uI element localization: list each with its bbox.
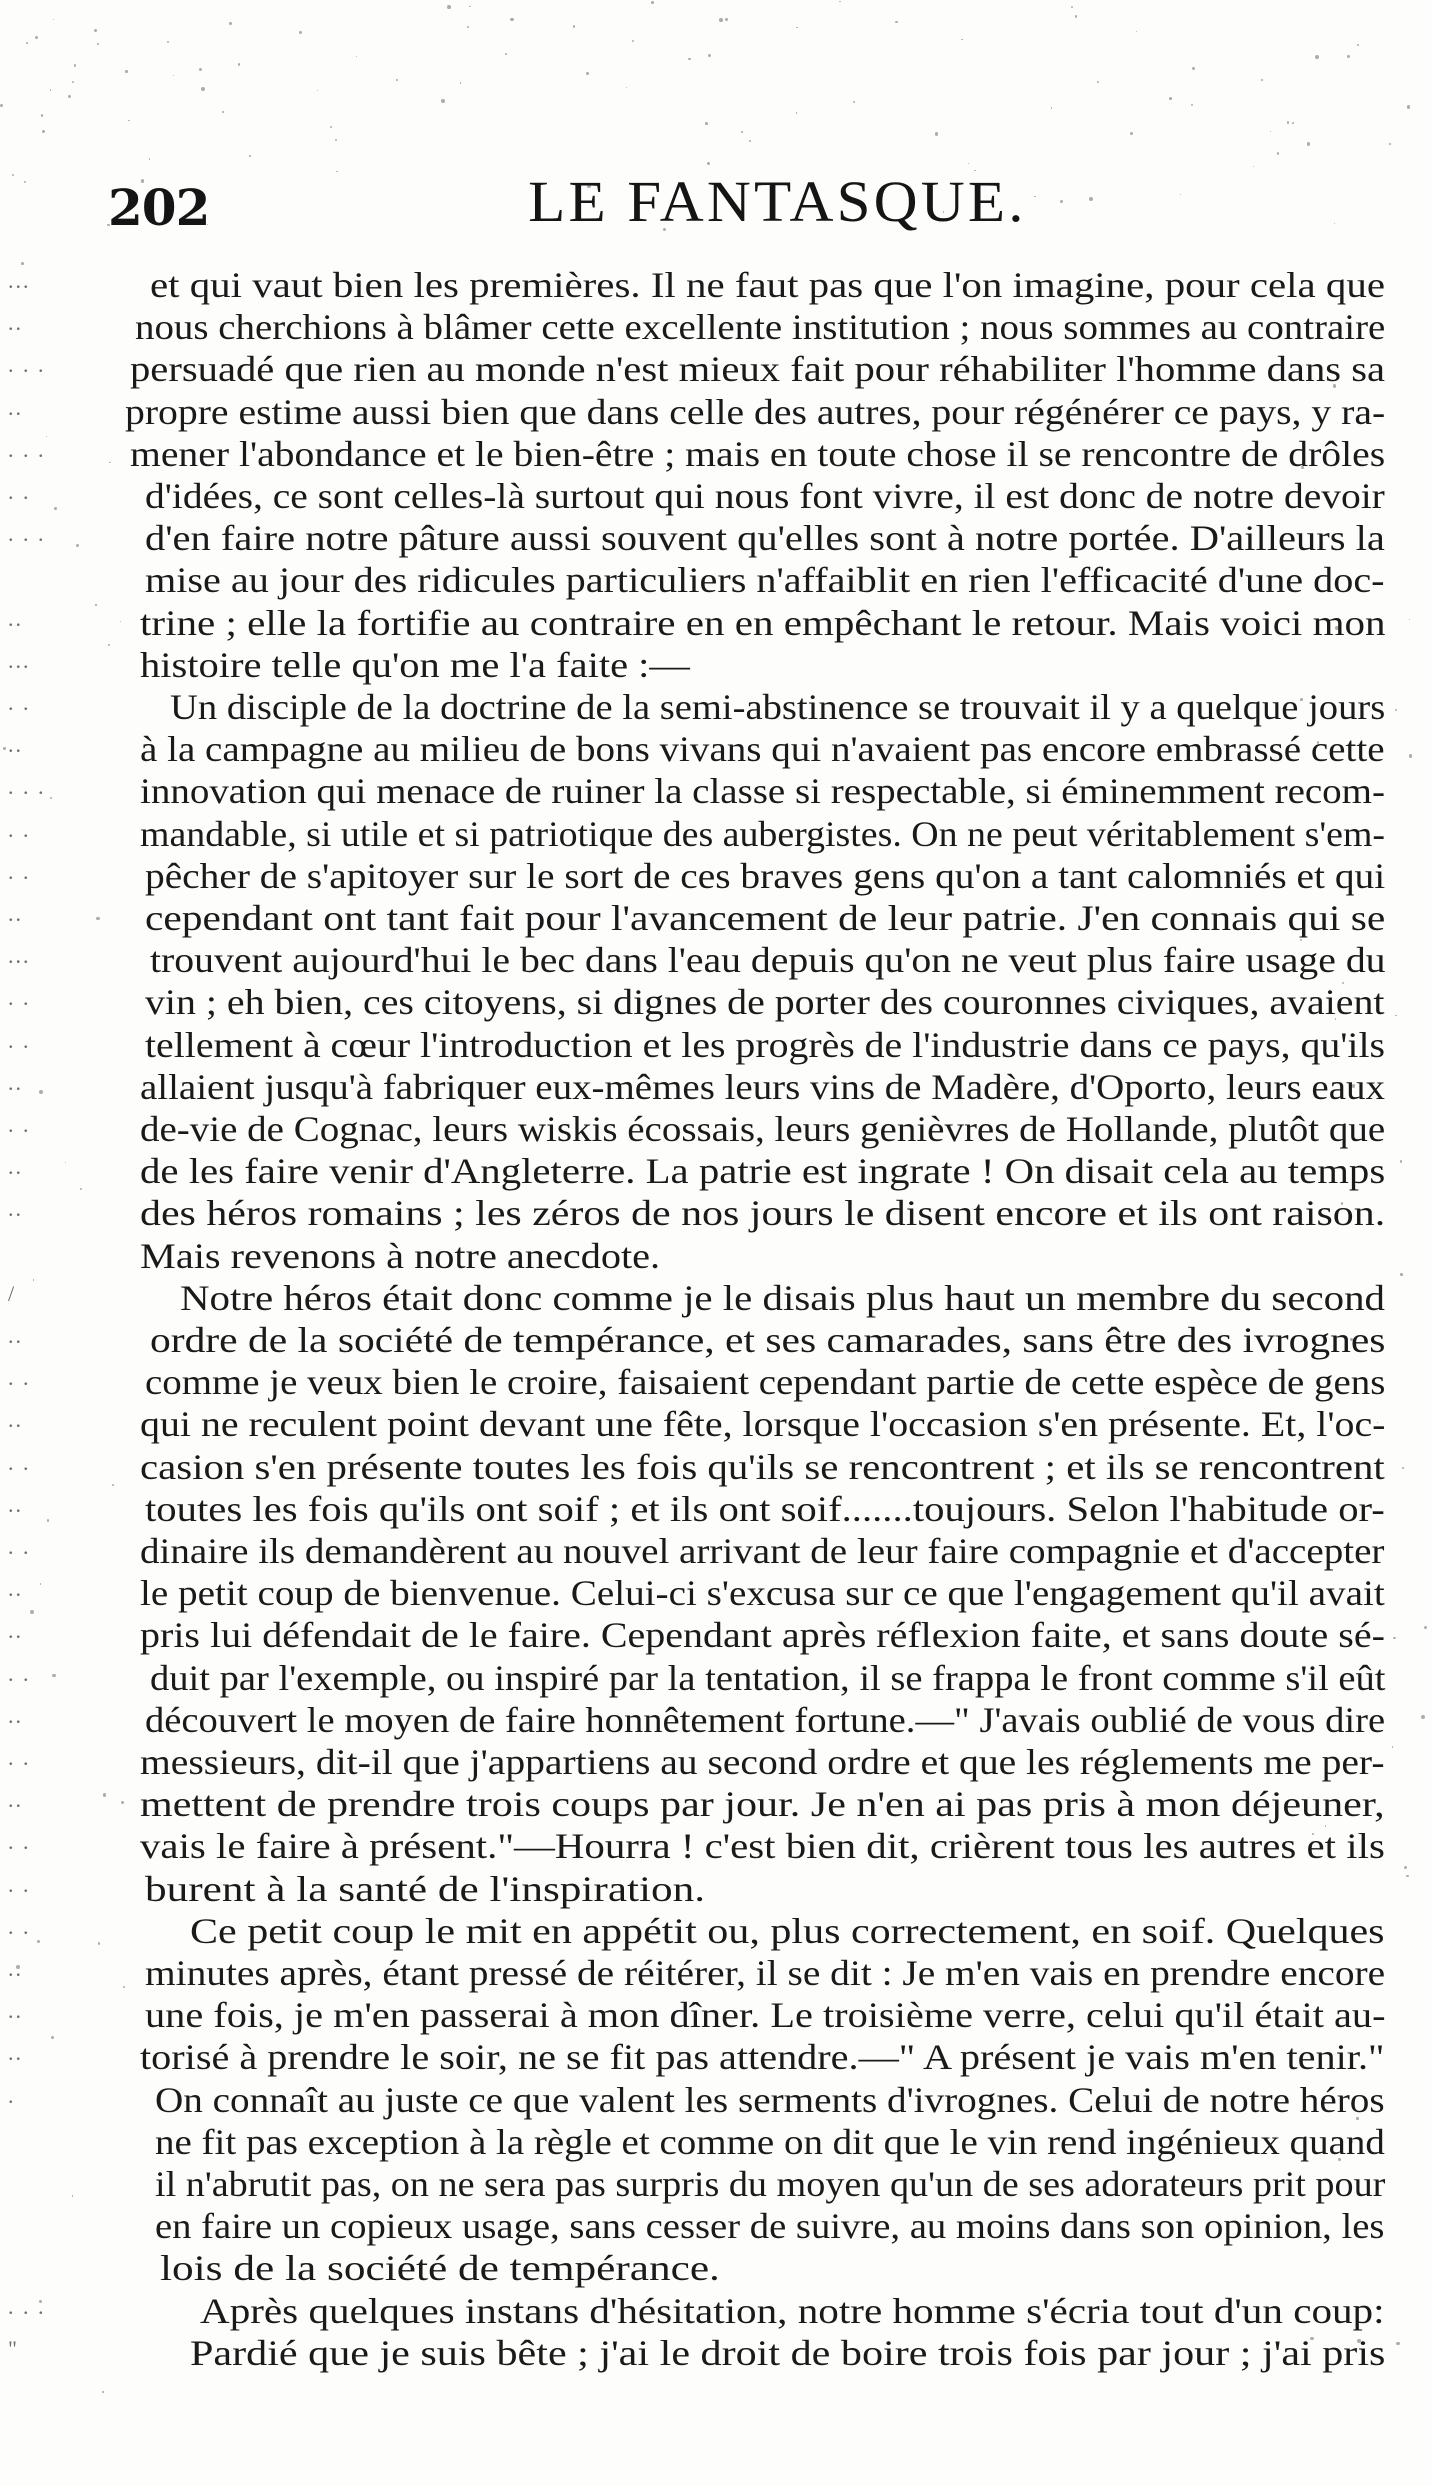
speckle: [125, 70, 127, 72]
speckle: [1307, 142, 1310, 145]
text-line: [0, 264, 1432, 310]
speckle: [68, 95, 71, 98]
line-text: Après quelques instans d'hésitation, notre homme s'écria tout d'un coup:: [200, 2290, 1385, 2331]
margin-bleed: . .: [8, 1745, 31, 1770]
text-line: [0, 2290, 1432, 2336]
line-text: de-vie de Cognac, leurs wiskis écossais, leurs genièvres de Hollande, plutôt que: [140, 1109, 1386, 1149]
line-text: de les faire venir d'Angleterre. La patrie est ingrate ! On disait cela au temps: [140, 1151, 1386, 1192]
speckle: [1253, 166, 1254, 167]
speckle: [229, 22, 232, 25]
margin-bleed: . .: [8, 690, 31, 715]
speckle: [299, 31, 302, 34]
speckle: [853, 101, 855, 103]
line-text: ne fit pas exception à la règle et comme on dit que le vin rend ingénieux quand: [155, 2121, 1385, 2162]
line-text: découvert le moyen de faire honnêtement fortune.—" J'avais oublié de vous dire: [145, 1699, 1386, 1740]
speckle: [72, 81, 74, 83]
margin-bleed: . .: [8, 816, 31, 842]
margin-bleed: . .: [8, 1365, 31, 1391]
speckle: [741, 131, 743, 133]
line-text: Mais revenons à notre anecdote.: [140, 1235, 661, 1276]
line-text: nous cherchions à blâmer cette excellente institution ; nous sommes au contraire: [135, 307, 1386, 348]
margin-bleed: ..: [8, 1956, 23, 1981]
running-title: LE FANTASQUE.: [528, 169, 1027, 234]
line-text: une fois, je m'en passerai à mon dîner. Le troisième verre, celui qu'il était au-: [145, 1995, 1386, 2036]
speckle: [1277, 152, 1279, 154]
speckle: [968, 163, 969, 164]
margin-bleed: ": [8, 2335, 19, 2361]
text-line: [0, 2163, 1432, 2209]
speckle: [102, 2391, 103, 2392]
line-text: persuadé que rien au monde n'est mieux fait pour réhabiliter l'homme dans sa: [130, 349, 1386, 390]
text-line: [0, 1614, 1432, 1660]
text-line: [0, 1572, 1432, 1618]
margin-bleed: ..: [8, 1998, 23, 2024]
text-line: [0, 1783, 1432, 1829]
speckle: [97, 43, 99, 45]
speckle: [201, 87, 205, 91]
speckle: [41, 114, 43, 116]
text-line: [0, 1952, 1432, 1998]
speckle: [796, 27, 798, 29]
speckle: [53, 19, 54, 20]
margin-bleed: ..: [8, 1154, 23, 1180]
text-line: [0, 1994, 1432, 2040]
line-text: mener l'abondance et le bien-être ; mais en toute chose il se rencontre de drôles: [130, 433, 1386, 474]
line-text: vin ; eh bien, ces citoyens, si dignes de porter des couronnes civiques, avaient: [145, 982, 1385, 1023]
margin-bleed: . .: [8, 1829, 31, 1855]
text-line: [0, 1741, 1432, 1787]
speckle: [35, 36, 38, 39]
line-text: trine ; elle la fortifie au contraire en en empêchant le retour. Mais voici mon: [140, 602, 1386, 643]
line-text: Pardié que je suis bête ; j'ai le droit de boire trois fois par jour ; j'ai pris: [190, 2332, 1386, 2373]
speckle: [626, 87, 627, 88]
speckle: [469, 6, 470, 7]
speckle: [1407, 105, 1411, 109]
speckle: [447, 5, 451, 9]
speckle: [460, 82, 462, 84]
line-text: pêcher de s'apitoyer sur le sort de ces braves gens qu'on a tant calomniés et qui: [145, 855, 1386, 896]
line-text: Un disciple de la doctrine de la semi-abstinence se trouvait il y a quelque jours: [170, 687, 1386, 727]
speckle: [356, 56, 357, 57]
line-text: lois de la société de tempérance.: [160, 2248, 720, 2289]
text-line: [0, 1066, 1432, 1112]
speckle: [199, 68, 202, 71]
text-line: [0, 1446, 1432, 1492]
speckle: [249, 155, 251, 157]
margin-bleed: ..: [8, 1069, 23, 1095]
line-text: d'idées, ce sont celles-là surtout qui nous font vivre, il est donc de notre devoir: [145, 476, 1385, 516]
margin-bleed: ..: [8, 1491, 23, 1517]
speckle: [1130, 132, 1133, 135]
margin-bleed: ..: [8, 732, 23, 758]
line-text: trouvent aujourd'hui le bec dans l'eau depuis qu'on ne veut plus faire usage du: [150, 940, 1386, 981]
speckle: [1315, 55, 1319, 59]
margin-bleed: ..: [8, 394, 23, 420]
margin-bleed: ..: [8, 1407, 23, 1433]
margin-bleed: . . .: [8, 2293, 46, 2319]
margin-bleed: ..: [8, 1618, 23, 1644]
margin-bleed: . .: [8, 1112, 31, 1137]
text-line: [0, 728, 1432, 774]
text-line: [0, 1319, 1432, 1365]
speckle: [705, 122, 708, 125]
text-line: [0, 2121, 1432, 2167]
speckle: [707, 162, 710, 165]
margin-bleed: ..: [8, 310, 23, 336]
line-text: toutes les fois qu'ils ont soif ; et ils ont soif.......toujours. Selon l'habitude or-: [145, 1488, 1385, 1529]
line-text: mandable, si utile et si patriotique des aubergistes. On ne peut véritablement s'em-: [140, 813, 1386, 854]
speckle: [935, 132, 938, 135]
speckle: [749, 140, 751, 142]
text-line: [0, 391, 1432, 437]
line-text: minutes après, étant pressé de réitérer, il se dit : Je m'en vais en prendre encore: [145, 1953, 1386, 1993]
speckle: [1097, 81, 1099, 83]
speckle: [26, 42, 28, 44]
text-line: [0, 1825, 1432, 1871]
text-line: [0, 475, 1432, 521]
margin-bleed: . . .: [8, 352, 46, 378]
speckle: [149, 158, 151, 160]
text-line: [0, 686, 1432, 732]
line-text: vais le faire à présent."—Hourra ! c'est bien dit, crièrent tous les autres et ils: [140, 1826, 1385, 1867]
margin-bleed: ..: [8, 1576, 23, 1602]
text-line: [0, 770, 1432, 816]
margin-bleed: . .: [8, 1449, 31, 1475]
text-line: [0, 813, 1432, 859]
speckle: [586, 72, 589, 75]
speckle: [1075, 15, 1077, 17]
line-text: le petit coup de bienvenue. Celui-ci s'excusa sur ce que l'engagement qu'il avait: [140, 1573, 1385, 1614]
speckle: [1347, 55, 1350, 58]
speckle: [24, 181, 26, 183]
text-line: [0, 517, 1432, 563]
text-line: [0, 1277, 1432, 1323]
speckle: [1191, 104, 1193, 106]
speckle: [335, 139, 337, 141]
speckle: [396, 79, 398, 81]
text-line: [0, 1868, 1432, 1914]
line-text: cependant ont tant fait pour l'avancement de leur patrie. J'en connais qui se: [145, 898, 1386, 938]
text-line: [0, 2036, 1432, 2082]
speckle: [895, 21, 897, 23]
line-text: duit par l'exemple, ou inspiré par la tentation, il se frappa le front comme s'il eût: [150, 1657, 1386, 1698]
speckle: [50, 89, 52, 91]
speckle: [1292, 122, 1294, 124]
speckle: [573, 25, 575, 27]
line-text: en faire un copieux usage, sans cesser de suivre, au moins dans son opinion, les: [155, 2206, 1385, 2247]
margin-bleed: ...: [8, 268, 31, 293]
speckle: [1389, 143, 1391, 145]
margin-bleed: ..: [8, 1787, 23, 1813]
text-line: [0, 433, 1432, 479]
text-line: [0, 2247, 1432, 2293]
speckle: [238, 63, 240, 65]
speckle: [719, 18, 723, 22]
margin-bleed: ..: [8, 1196, 23, 1222]
text-line: [0, 1530, 1432, 1576]
line-text: casion s'en présente toutes les fois qu'ils se rencontrent ; et ils se rencontrent: [140, 1446, 1385, 1487]
line-text: burent à la santé de l'inspiration.: [145, 1868, 706, 1909]
line-text: Notre héros était donc comme je le disais plus haut un membre du second: [180, 1277, 1385, 1318]
speckle: [317, 90, 318, 91]
margin-bleed: . .: [8, 1913, 31, 1939]
line-text: histoire telle qu'on me l'a faite :—: [140, 644, 690, 685]
text-line: [0, 897, 1432, 943]
text-line: [0, 855, 1432, 901]
speckle: [94, 29, 97, 32]
margin-bleed: . .: [8, 985, 31, 1011]
text-line: [0, 1361, 1432, 1407]
text-line: [0, 1910, 1432, 1956]
margin-bleed: ..: [8, 901, 23, 926]
line-text: et qui vaut bien les premières. Il ne faut pas que l'on imagine, pour cela que: [150, 265, 1385, 305]
line-text: innovation qui menace de ruiner la classe si respectable, si éminemment recom-: [140, 771, 1385, 812]
text-line: [0, 981, 1432, 1027]
margin-bleed: ...: [8, 647, 31, 673]
line-text: dinaire ils demandèrent au nouvel arrivant de leur faire compagnie et d'accepter: [140, 1531, 1385, 1571]
line-text: ordre de la société de tempérance, et ses camarades, sans être des ivrognes: [150, 1320, 1386, 1360]
margin-bleed: . . .: [8, 774, 46, 800]
line-text: pris lui défendait de le faire. Cependant après réflexion faite, et sans doute sé-: [140, 1615, 1385, 1656]
speckle: [1051, 107, 1053, 109]
speckle: [74, 64, 76, 66]
line-text: On connaît au juste ce que valent les serments d'ivrognes. Celui de notre héros: [155, 2079, 1385, 2120]
speckle: [42, 130, 45, 133]
text-line: [0, 1699, 1432, 1745]
text-line: [0, 1024, 1432, 1070]
line-text: mise au jour des ridicules particuliers n'affaiblit en rien l'efficacité d'une doc-: [145, 560, 1385, 601]
line-text: Ce petit coup le mit en appétit ou, plus correctement, en soif. Quelques: [190, 1910, 1385, 1951]
text-line: [0, 1150, 1432, 1196]
margin-bleed: . .: [8, 1871, 31, 1897]
margin-bleed: /: [8, 1280, 17, 1306]
text-line: [0, 348, 1432, 394]
text-line: [0, 2332, 1432, 2378]
line-text: il n'abrutit pas, on ne sera pas surpris du moyen qu'un de ses adorateurs prit pour: [155, 2164, 1386, 2204]
speckle: [128, 120, 130, 122]
margin-bleed: . .: [8, 479, 31, 504]
speckle: [708, 54, 711, 57]
speckle: [12, 174, 14, 176]
margin-bleed: ..: [8, 605, 23, 631]
margin-bleed: ...: [8, 943, 31, 969]
text-line: [0, 1657, 1432, 1703]
text-line: [0, 1192, 1432, 1238]
page-header: [108, 168, 1388, 248]
speckle: [632, 40, 634, 42]
page-number: 202: [108, 178, 210, 237]
speckle: [725, 18, 728, 21]
margin-bleed: . . .: [8, 521, 46, 547]
line-text: mettent de prendre trois coups par jour. Je n'en ai pas pris à mon déjeuner,: [140, 1784, 1385, 1825]
speckle: [510, 18, 514, 22]
text-line: [0, 1403, 1432, 1449]
margin-bleed: . . .: [8, 436, 46, 462]
text-line: [0, 602, 1432, 648]
speckle: [441, 99, 445, 103]
line-text: à la campagne au milieu de bons vivans qui n'avaient pas encore embrassé cette: [140, 729, 1385, 770]
speckle: [173, 75, 174, 76]
line-text: messieurs, dit-il que j'appartiens au second ordre et que les réglements me per-: [140, 1742, 1385, 1782]
text-line: [0, 2079, 1432, 2125]
speckle: [167, 41, 169, 43]
speckle: [796, 112, 798, 114]
text-line: [0, 306, 1432, 352]
line-text: d'en faire notre pâture aussi souvent qu'elles sont à notre portée. D'ailleurs la: [145, 518, 1385, 559]
speckle: [222, 111, 224, 113]
margin-bleed: . .: [8, 1660, 31, 1686]
speckle: [651, 1, 654, 4]
margin-bleed: . .: [8, 1027, 31, 1053]
text-line: [0, 1235, 1432, 1281]
speckle: [1270, 131, 1271, 132]
line-text: propre estime aussi bien que dans celle des autres, pour régénérer ce pays, y ra-: [125, 391, 1386, 432]
speckle: [330, 126, 332, 128]
text-line: [0, 1108, 1432, 1154]
line-text: des héros romains ; les zéros de nos jours le disent encore et ils ont raison.: [140, 1193, 1386, 1234]
line-text: allaient jusqu'à fabriquer eux-mêmes leurs vins de Madère, d'Oporto, leurs eaux: [140, 1066, 1385, 1107]
speckle: [1071, 6, 1073, 8]
speckle: [1287, 121, 1289, 123]
speckle: [688, 58, 690, 60]
speckle: [1192, 67, 1195, 70]
margin-bleed: .: [8, 2082, 16, 2108]
text-line: [0, 2205, 1432, 2251]
speckle: [0, 104, 3, 107]
speckle: [505, 53, 507, 55]
speckle: [839, 1, 841, 3]
text-line: [0, 644, 1432, 690]
margin-bleed: ..: [8, 1323, 23, 1348]
margin-bleed: ..: [8, 2040, 23, 2066]
line-text: comme je veux bien le croire, faisaient cependant partie de cette espèce de gens: [145, 1362, 1386, 1403]
text-line: [0, 559, 1432, 605]
speckle: [961, 39, 963, 41]
speckle: [1136, 31, 1137, 32]
speckle: [467, 26, 469, 28]
line-text: tellement à cœur l'introduction et les progrès de l'industrie dans ce pays, qu'ils: [145, 1024, 1385, 1065]
speckle: [1357, 44, 1359, 46]
speckle: [1169, 97, 1172, 100]
text-line: [0, 939, 1432, 985]
margin-bleed: . .: [8, 858, 31, 884]
line-text: qui ne reculent point devant une fête, lorsque l'occasion s'en présente. Et, l'oc-: [140, 1404, 1386, 1445]
text-line: [0, 1488, 1432, 1534]
margin-bleed: ..: [8, 1702, 23, 1728]
speckle: [1261, 79, 1263, 81]
margin-bleed: . .: [8, 1534, 31, 1559]
line-text: torisé à prendre le soir, ne se fit pas attendre.—" A présent je vais m'en tenir.": [140, 2037, 1385, 2078]
